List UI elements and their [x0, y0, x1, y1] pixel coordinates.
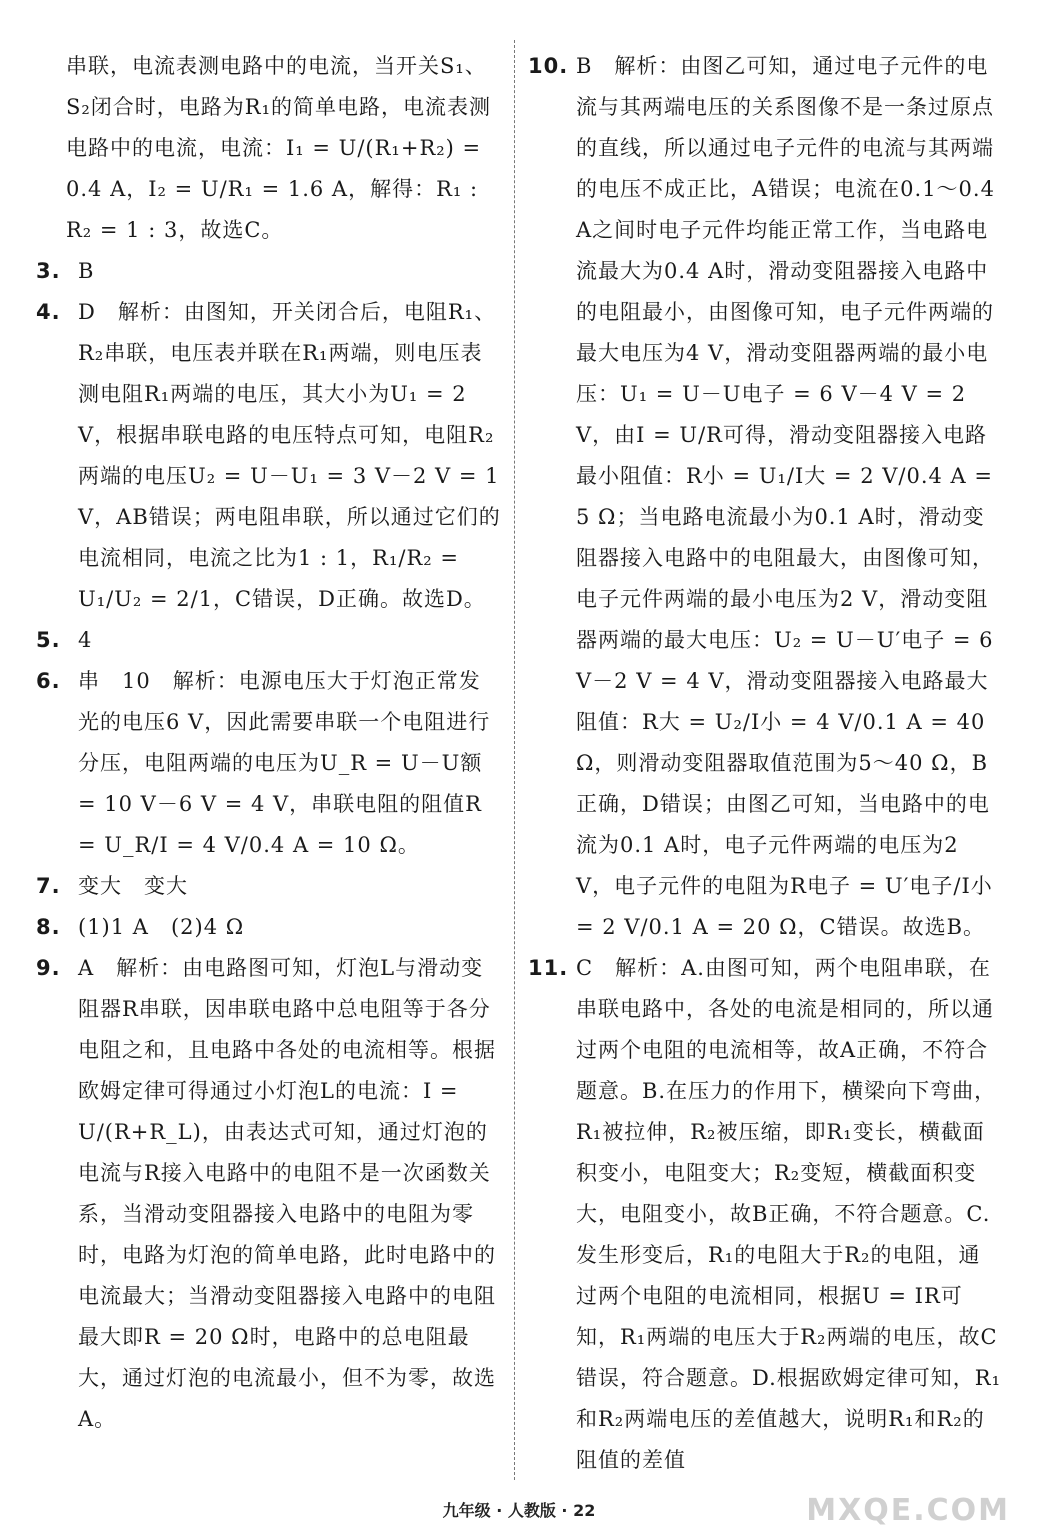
question-number: 5.: [36, 628, 61, 652]
watermark-logo: MXQE.COM: [806, 1493, 1010, 1528]
answer-text: 串 10 解析：电源电压大于灯泡正常发光的电压6 V，因此需要串联一个电阻进行分压，电阻两端的电压为U_R = U－U额 = 10 V－6 V = 4 V，串联电阻的阻值R = U_R/I = 4 V/0.4 A = 10 Ω。: [78, 669, 491, 857]
answer-text: 串联，电流表测电路中的电流，当开关S₁、S₂闭合时，电路为R₁的简单电路，电流表测电路中的电流，电流：I₁ = U/(R₁+R₂) = 0.4 A，I₂ = U/R₁ = 1.6 A，解得：R₁ : R₂ = 1 : 3，故选C。: [66, 54, 492, 242]
answer-item: [36, 866, 502, 907]
column-divider: [514, 40, 516, 1480]
answer-item: [36, 292, 502, 620]
answer-text: A 解析：由电路图可知，灯泡L与滑动变阻器R串联，因串联电路中总电阻等于各分电阻之和，且电路中各处的电流相等。根据欧姆定律可得通过小灯泡L的电流：I = U/(R+R_L)，由表达式可知，通过灯泡的电流与R接入电路中的电阻不是一次函数关系，当滑动变阻器接入电路中的电阻为零时，电路为灯泡的简单电路，此时电路中的电流最大；当滑动变阻器接入电路中的电阻最大即R = 20 Ω时，电路中的总电阻最大，通过灯泡的电流最小，但不为零，故选A。: [78, 956, 496, 1431]
answer-text: B: [78, 259, 95, 283]
answer-item: [36, 46, 502, 251]
question-number: 3.: [36, 259, 61, 283]
question-number: 6.: [36, 669, 61, 693]
answer-item: [36, 661, 502, 866]
answer-text: 4: [78, 628, 93, 652]
answer-text: C 解析：A.由图可知，两个电阻串联，在串联电路中，各处的电流是相同的，所以通过两个电阻的电流相等，故A正确，不符合题意。B.在压力的作用下，横梁向下弯曲，R₁被拉伸，R₂被压缩，即R₁变长，横截面积变小，电阻变大；R₂变短，横截面积变大，电阻变小，故B正确，不符合题意。C.发生形变后，R₁的电阻大于R₂的电阻，通过两个电阻的电流相同，根据U = IR可知，R₁两端的电压大于R₂两端的电压，故C错误，符合题意。D.根据欧姆定律可知，R₁和R₂两端电压的差值越大，说明R₁和R₂的阻值的差值: [576, 956, 1001, 1472]
answer-text: (1)1 A (2)4 Ω: [78, 915, 245, 939]
answer-text: B 解析：由图乙可知，通过电子元件的电流与其两端电压的关系图像不是一条过原点的直线，所以通过电子元件的电流与其两端的电压不成正比，A错误；电流在0.1～0.4 A之间时电子元件均能正常工作，当电路电流最大为0.4 A时，滑动变阻器接入电路中的电阻最小，由图像可知，电子元件两端的最大电压为4 V，滑动变阻器两端的最小电压：U₁ = U－U电子 = 6 V－4 V = 2 V，由I = U/R可得，滑动变阻器接入电路最小阻值：R小 = U₁/I大 = 2 V/0.4 A = 5 Ω；当电路电流最小为0.1 A时，滑动变阻器接入电路中的电阻最大，由图像可知，电子元件两端的最小电压为2 V，滑动变阻器两端的最大电压：U₂ = U－U′电子 = 6 V－2 V = 4 V，滑动变阻器接入电路最大阻值：R大 = U₂/I小 = 4 V/0.1 A = 40 Ω，则滑动变阻器取值范围为5～40 Ω，B正确，D错误；由图乙可知，当电路中的电流为0.1 A时，电子元件两端的电压为2 V，电子元件的电阻为R电子 = U′电子/I小 = 2 V/0.1 A = 20 Ω，C错误。故选B。: [576, 54, 995, 939]
question-number: 9.: [36, 956, 61, 980]
answer-item: [36, 620, 502, 661]
question-number: 8.: [36, 915, 61, 939]
answer-item: [36, 948, 502, 1440]
question-number: 11.: [528, 956, 569, 980]
answer-item: [528, 46, 1002, 948]
page-footer: 九年级 · 人教版 · 22: [442, 1501, 596, 1520]
answer-text: D 解析：由图知，开关闭合后，电阻R₁、R₂串联，电压表并联在R₁两端，则电压表测电阻R₁两端的电压，其大小为U₁ = 2 V，根据串联电路的电压特点可知，电阻R₂两端的电压U₂ = U－U₁ = 3 V－2 V = 1 V，AB错误；两电阻串联，所以通过它们的电流相同，电流之比为1 : 1，R₁/R₂ = U₁/U₂ = 2/1，C错误，D正确。故选D。: [78, 300, 501, 611]
left-column: [36, 46, 502, 1440]
answer-text: 变大 变大: [78, 874, 188, 898]
question-number: 4.: [36, 300, 61, 324]
right-column: [528, 46, 1002, 1481]
answer-item: [528, 948, 1002, 1481]
question-number: 7.: [36, 874, 61, 898]
answer-item: [36, 907, 502, 948]
question-number: 10.: [528, 54, 569, 78]
answer-item: [36, 251, 502, 292]
